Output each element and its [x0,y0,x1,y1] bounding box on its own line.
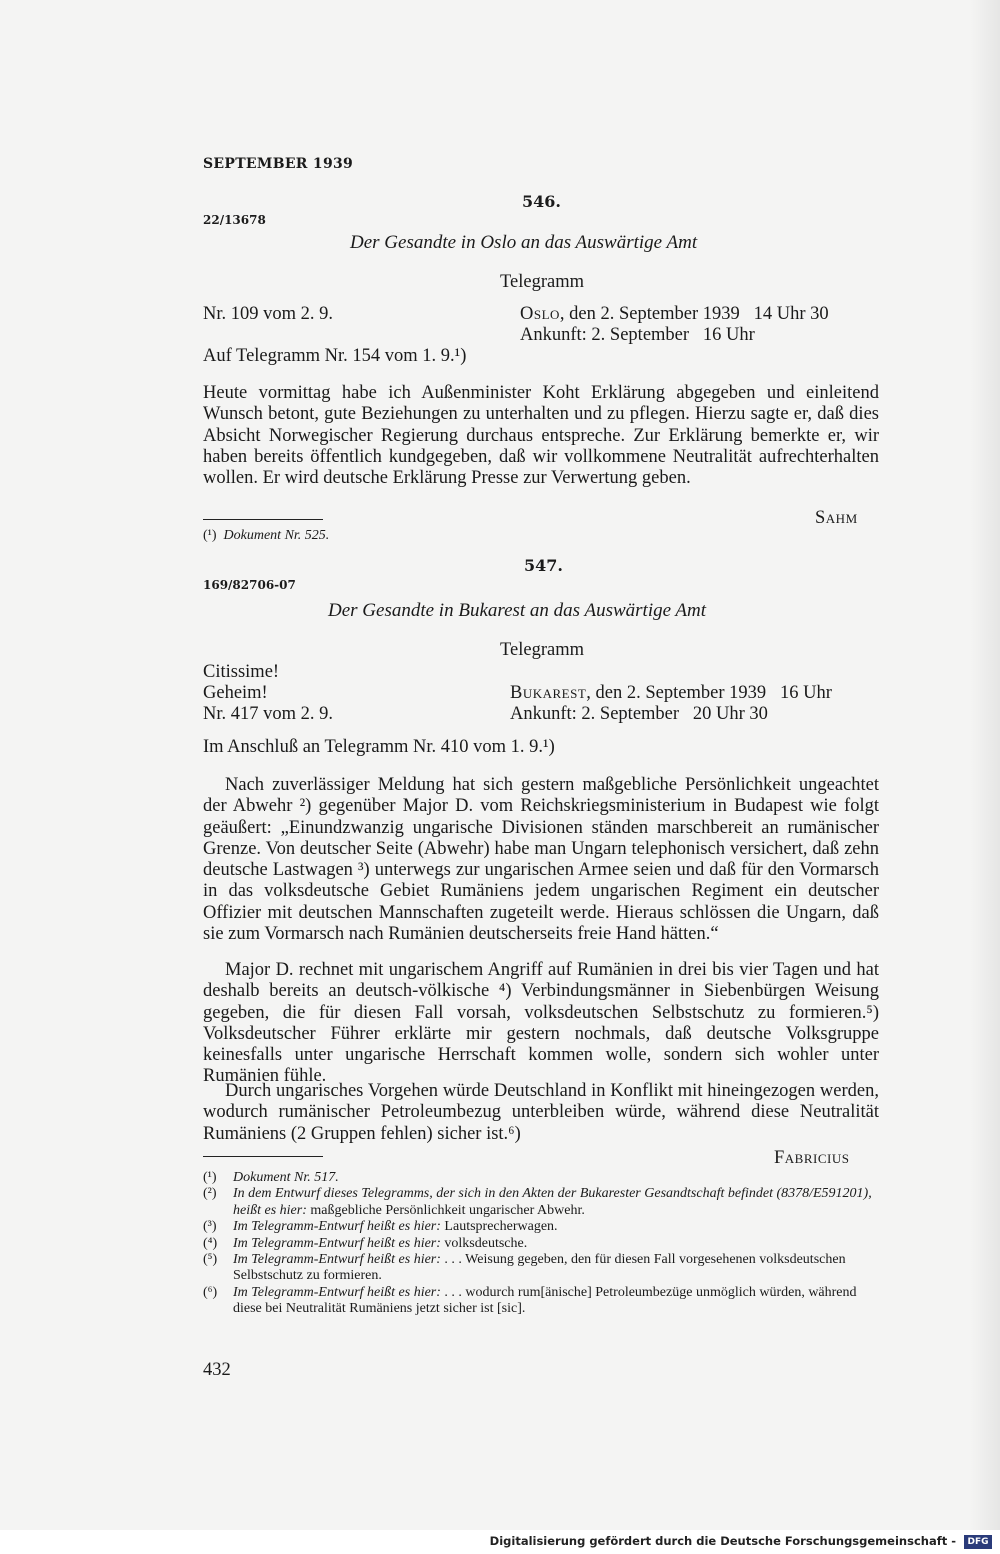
footnote-text: Lautsprecherwagen. [440,1219,558,1235]
page-number: 432 [203,1360,231,1380]
footnote [203,1170,879,1186]
place-name: Bukarest [510,683,587,703]
document-title: Der Gesandte in Bukarest an das Auswärtige Amt [328,600,707,621]
footnote [203,1236,879,1252]
telegram-paragraph: Major D. rechnet mit ungarischem Angriff auf Rumänien in drei bis vier Tagen und hat deshalb bereits an deutsch-völkische ⁴) Verbindungsmänner in Siebenbürgen Weisung gegeben, die für diesen Fall vorsah, volksdeutschen Selbstschutz zu formieren.⁵) Volksdeutscher Führer erklärte mir gestern nochmals, daß deutsche Volksgruppe keinesfalls unter ungarische Herrschaft kommen wolle, sondern sich wohler unter Rumänien fühle. [203,960,879,1087]
footnote-text: . . . wodurch rum[änische] Petroleumbezüge unmöglich würden, während diese bei Neutralität Rumäniens jetzt sicher ist [sic]. [233,1284,857,1317]
telegram-number: Nr. 109 vom 2. 9. [203,304,334,324]
signature: Sahm [815,508,858,528]
reference-line: Im Anschluß an Telegramm Nr. 410 vom 1. 9.¹) [203,737,555,757]
digitization-footer [0,1530,1000,1554]
footnote [203,1219,879,1235]
footnote-mark: (⁵) [203,1252,218,1268]
document-number: 546. [522,192,561,211]
footnote-rule [203,519,323,520]
telegram-number: Nr. 417 vom 2. 9. [203,704,334,724]
footnote-mark: (²) [203,1186,217,1202]
footnote-mark: (¹) [203,1170,217,1185]
footnote-italic: Im Telegramm-Entwurf heißt es hier: [233,1219,441,1235]
funding-credit: Digitalisierung gefördert durch die Deutsche Forschungsgemeinschaft - [489,1534,956,1548]
footnote-mark: (³) [203,1219,217,1235]
footnote-rule [203,1156,323,1157]
telegram-paragraph: Nach zuverlässiger Meldung hat sich gestern maßgebliche Persönlichkeit ungeachtet der Abwehr ²) gegenüber Major D. vom Reichskriegsministerium in Budapest wie folgt geäußert: „Einundzwanzig ungarische Divisionen ständen marschbereit an rumänischer Grenze. Von deutscher Seite (Abwehr) habe man Ungarn telephonisch versichert, daß zehn deutsche Lastwagen ³) unterwegs zur ungarischen Armee seien und daß für den Vormarsch in das volksdeutsche Gebiet Rumäniens jedem ungarischen Regiment ein deutscher Offizier mit deutschen Mannschaften zugeteilt werde. Hieraus schlössen die Ungarn, daß sie zum Vormarsch nach Rumänien deutscherseits freie Hand hätten.“ [203,775,879,945]
footnote-italic: Im Telegramm-Entwurf heißt es hier: [233,1235,441,1251]
document-number: 547. [524,556,563,575]
dateline [520,304,829,325]
document-title: Der Gesandte in Oslo an das Auswärtige Amt [350,232,698,253]
footnote-italic: Im Telegramm-Entwurf heißt es hier: [233,1252,441,1268]
file-code: 22/13678 [203,213,266,227]
footnote-italic: Dokument Nr. 517. [233,1170,339,1185]
running-header: SEPTEMBER 1939 [203,156,354,172]
document-type: Telegramm [500,272,584,292]
telegram-paragraph: Durch ungarisches Vorgehen würde Deutschland in Konflikt mit hineingezogen werden, wodurch rumänischer Petroleumbezug unterbleiben würde, während diese Neutralität Rumäniens (2 Gruppen fehlen) sicher ist.⁶) [203,1081,879,1144]
arrival-line: Ankunft: 2. September 20 Uhr 30 [510,704,768,724]
footnote [203,528,329,544]
dateline [510,683,832,704]
dfg-logo: DFG [964,1535,992,1549]
classification-line: Geheim! [203,683,268,703]
arrival-line: Ankunft: 2. September 16 Uhr [520,325,755,345]
date-time: , den 2. September 1939 14 Uhr 30 [559,304,829,324]
place-name: Oslo [520,304,560,324]
reference-line: Auf Telegramm Nr. 154 vom 1. 9.¹) [203,346,467,366]
footnote-mark: (⁶) [203,1284,218,1300]
footnote-text: Dokument Nr. 525. [223,528,330,543]
signature: Fabricius [774,1148,850,1168]
footnote-mark: (¹) [203,528,217,543]
file-code: 169/82706-07 [203,578,296,592]
footnote [203,1252,879,1285]
date-time: , den 2. September 1939 16 Uhr [586,683,832,703]
document-type: Telegramm [500,640,584,660]
footnote-italic: Im Telegramm-Entwurf heißt es hier: [233,1284,441,1300]
priority-line: Citissime! [203,662,280,682]
page-edge-shadow [970,0,1000,1530]
footnote [203,1285,879,1318]
footnote-text: . . . Weisung gegeben, den für diesen Fall vorgesehenen volksdeutschen Selbstschutz zu formieren. [233,1252,846,1284]
footnote-text: volksdeutsche. [440,1235,528,1251]
telegram-body: Heute vormittag habe ich Außenminister Koht Erklärung abgegeben und einleitend Wunsch betont, gute Beziehungen zu unterhalten und zu pflegen. Hierzu sagte er, daß dies Absicht Norwegischer Regierung durchaus entspreche. Zur Erklärung bemerkte er, wir haben bereits öffentlich kundgegeben, daß wir vollkommene Neutralität aufrechterhalten wollen. Er wird deutsche Erklärung Presse zur Verwertung geben. [203,383,879,489]
footnotes [203,1170,879,1318]
footnote-text: maßgebliche Persönlichkeit ungarischer Abwehr. [306,1202,585,1218]
footnote-italic: In dem Entwurf dieses Telegramms, der sich in den Akten der Bukarester Gesandtschaft befindet (8378/E591201), heißt es hier: [233,1186,872,1218]
footnote-mark: (⁴) [203,1235,218,1251]
footnote [203,1186,879,1219]
